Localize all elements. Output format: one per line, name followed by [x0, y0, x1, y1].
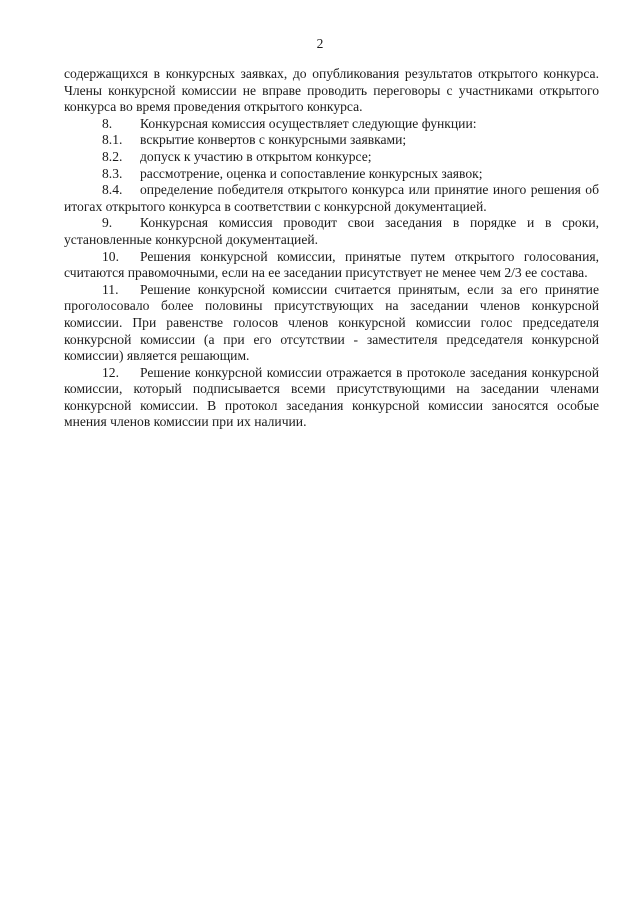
paragraph-8-2-number: 8.2. — [102, 148, 123, 164]
paragraph-10 — [64, 249, 599, 282]
paragraph-8-2-text: допуск к участию в открытом конкурсе; — [140, 148, 372, 164]
paragraph-9 — [64, 215, 599, 248]
paragraph-8-4-text: определение победителя открытого конкурса или принятие иного решения об итогах открытого конкурса в соответствии с конкурсной документацией. — [64, 182, 599, 214]
paragraph-8-4 — [64, 182, 599, 215]
paragraph-8-4-number: 8.4. — [102, 182, 123, 198]
paragraph-10-number: 10. — [102, 248, 119, 264]
paragraph-8-3-number: 8.3. — [102, 165, 123, 181]
paragraph-8-1 — [64, 132, 599, 149]
paragraph-8-1-text: вскрытие конвертов с конкурсными заявками; — [140, 132, 407, 148]
page-number: 2 — [316, 36, 324, 51]
paragraph-11 — [64, 282, 599, 365]
paragraph-8-3-text: рассмотрение, оценка и сопоставление конкурсных заявок; — [140, 165, 483, 181]
paragraph-8-3 — [64, 166, 599, 183]
paragraph-8-number: 8. — [102, 115, 113, 131]
paragraph-8 — [64, 116, 599, 133]
paragraph-11-number: 11. — [102, 281, 119, 297]
paragraph-9-number: 9. — [102, 215, 113, 231]
paragraph-intro: содержащихся в конкурсных заявках, до опубликования результатов открытого конкурса. Члены конкурсной комиссии не вправе проводить переговоры с участниками открытого конкурса во время проведения открытого конкурса. — [64, 66, 599, 115]
document-body — [64, 66, 599, 431]
paragraph-12-number: 12. — [102, 364, 119, 380]
paragraph-12-text: Решение конкурсной комиссии отражается в протоколе заседания конкурсной комиссии, который подписывается всеми присутствующими на заседании членами конкурсной комиссии. В протокол заседания конкурсной комиссии заносятся особые мнения членов комиссии при их наличии. — [64, 364, 599, 430]
paragraph-10-text: Решения конкурсной комиссии, принятые путем открытого голосования, считаются правомочными, если на ее заседании присутствует не менее чем 2/3 ее состава. — [64, 248, 599, 281]
paragraph-11-text: Решение конкурсной комиссии считается принятым, если за его принятие проголосовало более половины присутствующих на заседании членов конкурсной комиссии. При равенстве голосов членов конкурсной комиссии голос председателя конкурсной комиссии (а при его отсутствии - заместителя председателя конкурсной комиссии) является решающим. — [64, 281, 599, 364]
paragraph-8-1-number: 8.1. — [102, 132, 123, 148]
paragraph-8-2 — [64, 149, 599, 166]
paragraph-9-text: Конкурсная комиссия проводит свои заседания в порядке и в сроки, установленные конкурсной документацией. — [64, 215, 599, 247]
paragraph-12 — [64, 365, 599, 431]
paragraph-8-text: Конкурсная комиссия осуществляет следующие функции: — [140, 115, 477, 131]
